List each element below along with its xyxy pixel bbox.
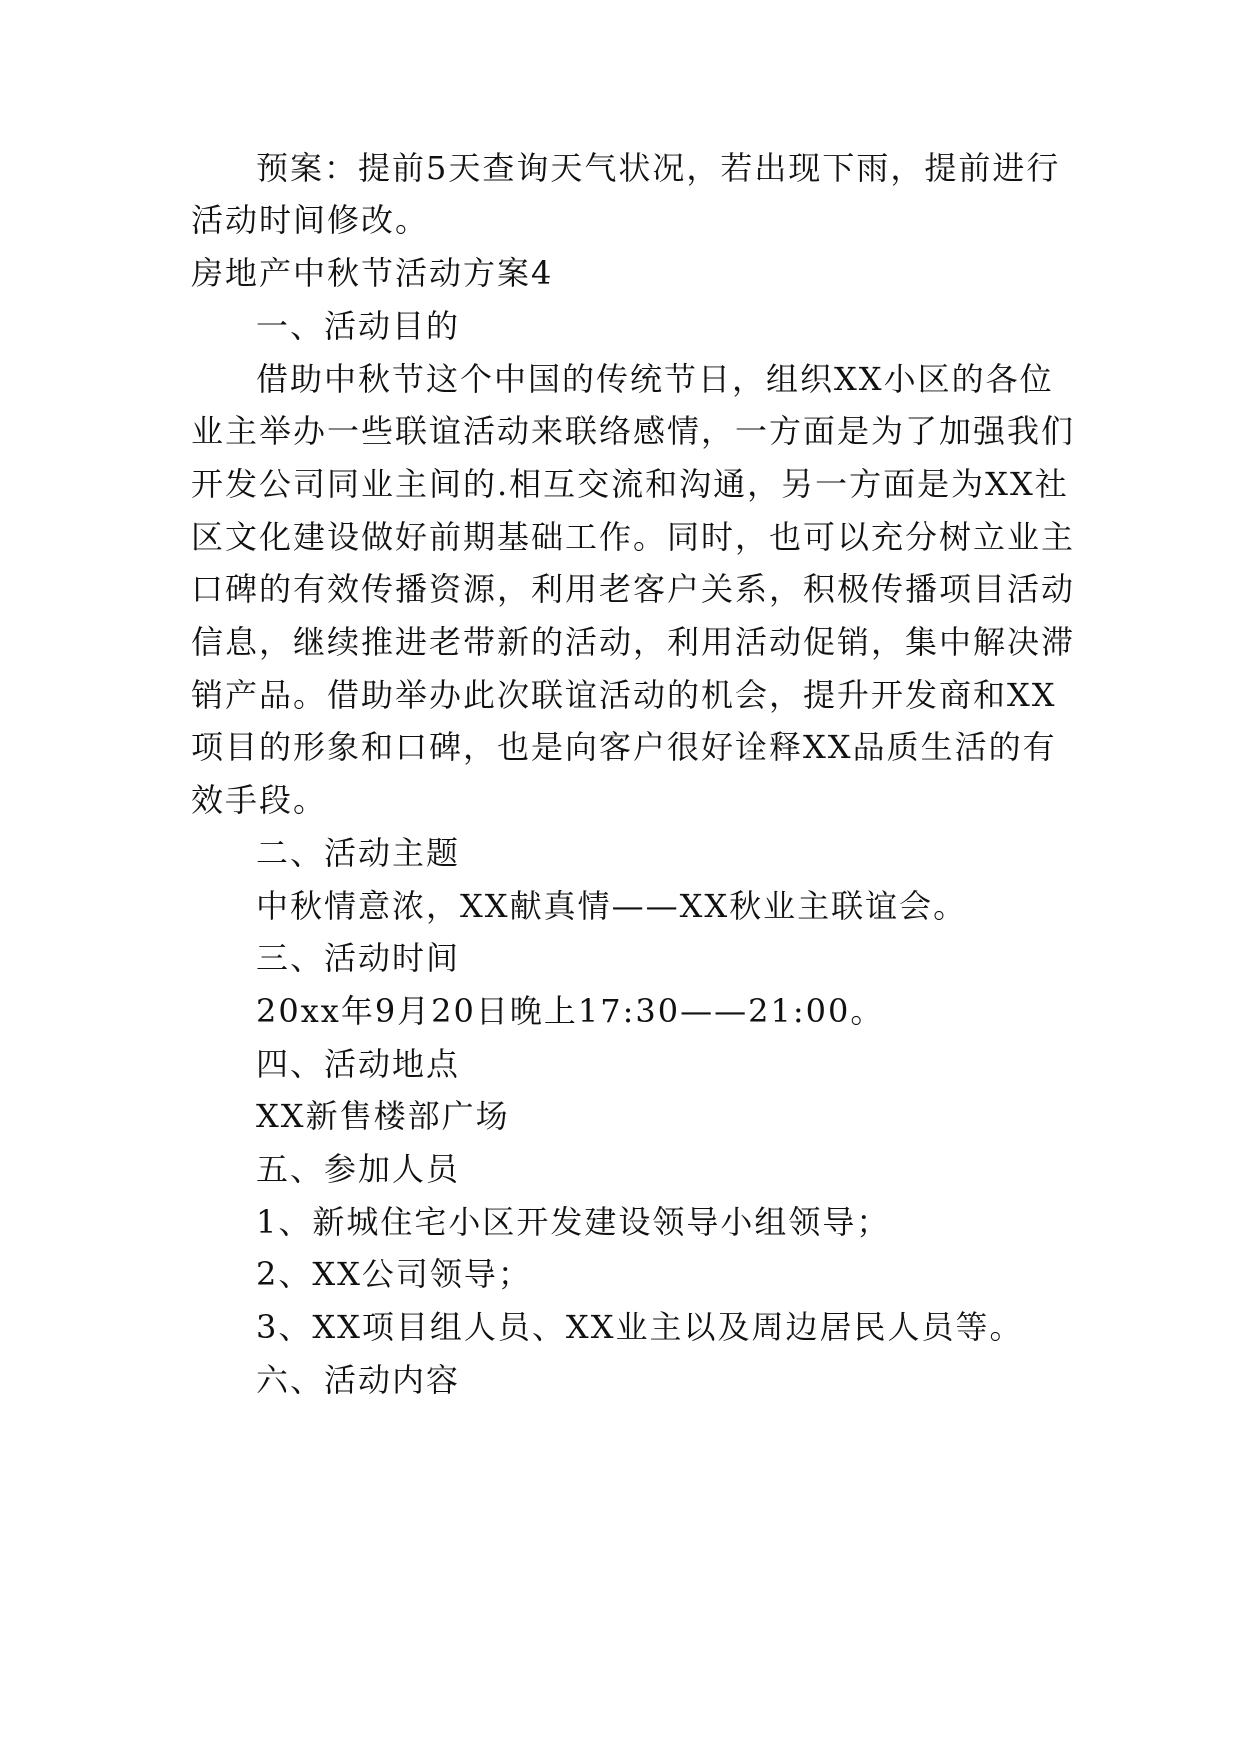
paragraph-line: 业主举办一些联谊活动来联络感情，一方面是为了加强我们 <box>191 412 1076 450</box>
paragraph-line: 区文化建设做好前期基础工作。同时，也可以充分树立业主 <box>191 518 1076 556</box>
heading: 二、活动主题 <box>256 834 461 872</box>
paragraph-line: 借助中秋节这个中国的传统节日，组织XX小区的各位 <box>256 360 1054 398</box>
heading: 六、活动内容 <box>256 1361 461 1399</box>
paragraph-line: 口碑的有效传播资源，利用老客户关系，积极传播项目活动 <box>191 570 1076 608</box>
paragraph-line: 开发公司同业主间的.相互交流和沟通，另一方面是为XX社 <box>191 465 1069 503</box>
paragraph-line: 信息，继续推进老带新的活动，利用活动促销，集中解决滞 <box>191 623 1076 661</box>
list-item: 1、新城住宅小区开发建设领导小组领导； <box>256 1203 891 1241</box>
paragraph-line: 预案：提前5天查询天气状况，若出现下雨，提前进行 <box>256 149 1061 187</box>
list-item: 2、XX公司领导； <box>256 1255 532 1293</box>
heading: 五、参加人员 <box>256 1150 461 1188</box>
heading: 三、活动时间 <box>256 939 461 977</box>
list-item: 3、XX项目组人员、XX业主以及周边居民人员等。 <box>256 1308 1024 1346</box>
paragraph-line: 20xx年9月20日晚上17:30——21:00。 <box>256 992 885 1030</box>
paragraph-line: 活动时间修改。 <box>191 201 430 239</box>
heading: 四、活动地点 <box>256 1045 461 1083</box>
heading: 一、活动目的 <box>256 307 461 345</box>
section-title: 房地产中秋节活动方案4 <box>191 254 554 292</box>
paragraph-line: XX新售楼部广场 <box>256 1097 510 1135</box>
paragraph-line: 销产品。借助举办此次联谊活动的机会，提升开发商和XX <box>191 676 1057 714</box>
paragraph-line: 效手段。 <box>191 781 328 819</box>
paragraph-line: 项目的形象和口碑，也是向客户很好诠释XX品质生活的有 <box>191 728 1057 766</box>
paragraph-line: 中秋情意浓，XX献真情——XX秋业主联谊会。 <box>256 887 968 925</box>
